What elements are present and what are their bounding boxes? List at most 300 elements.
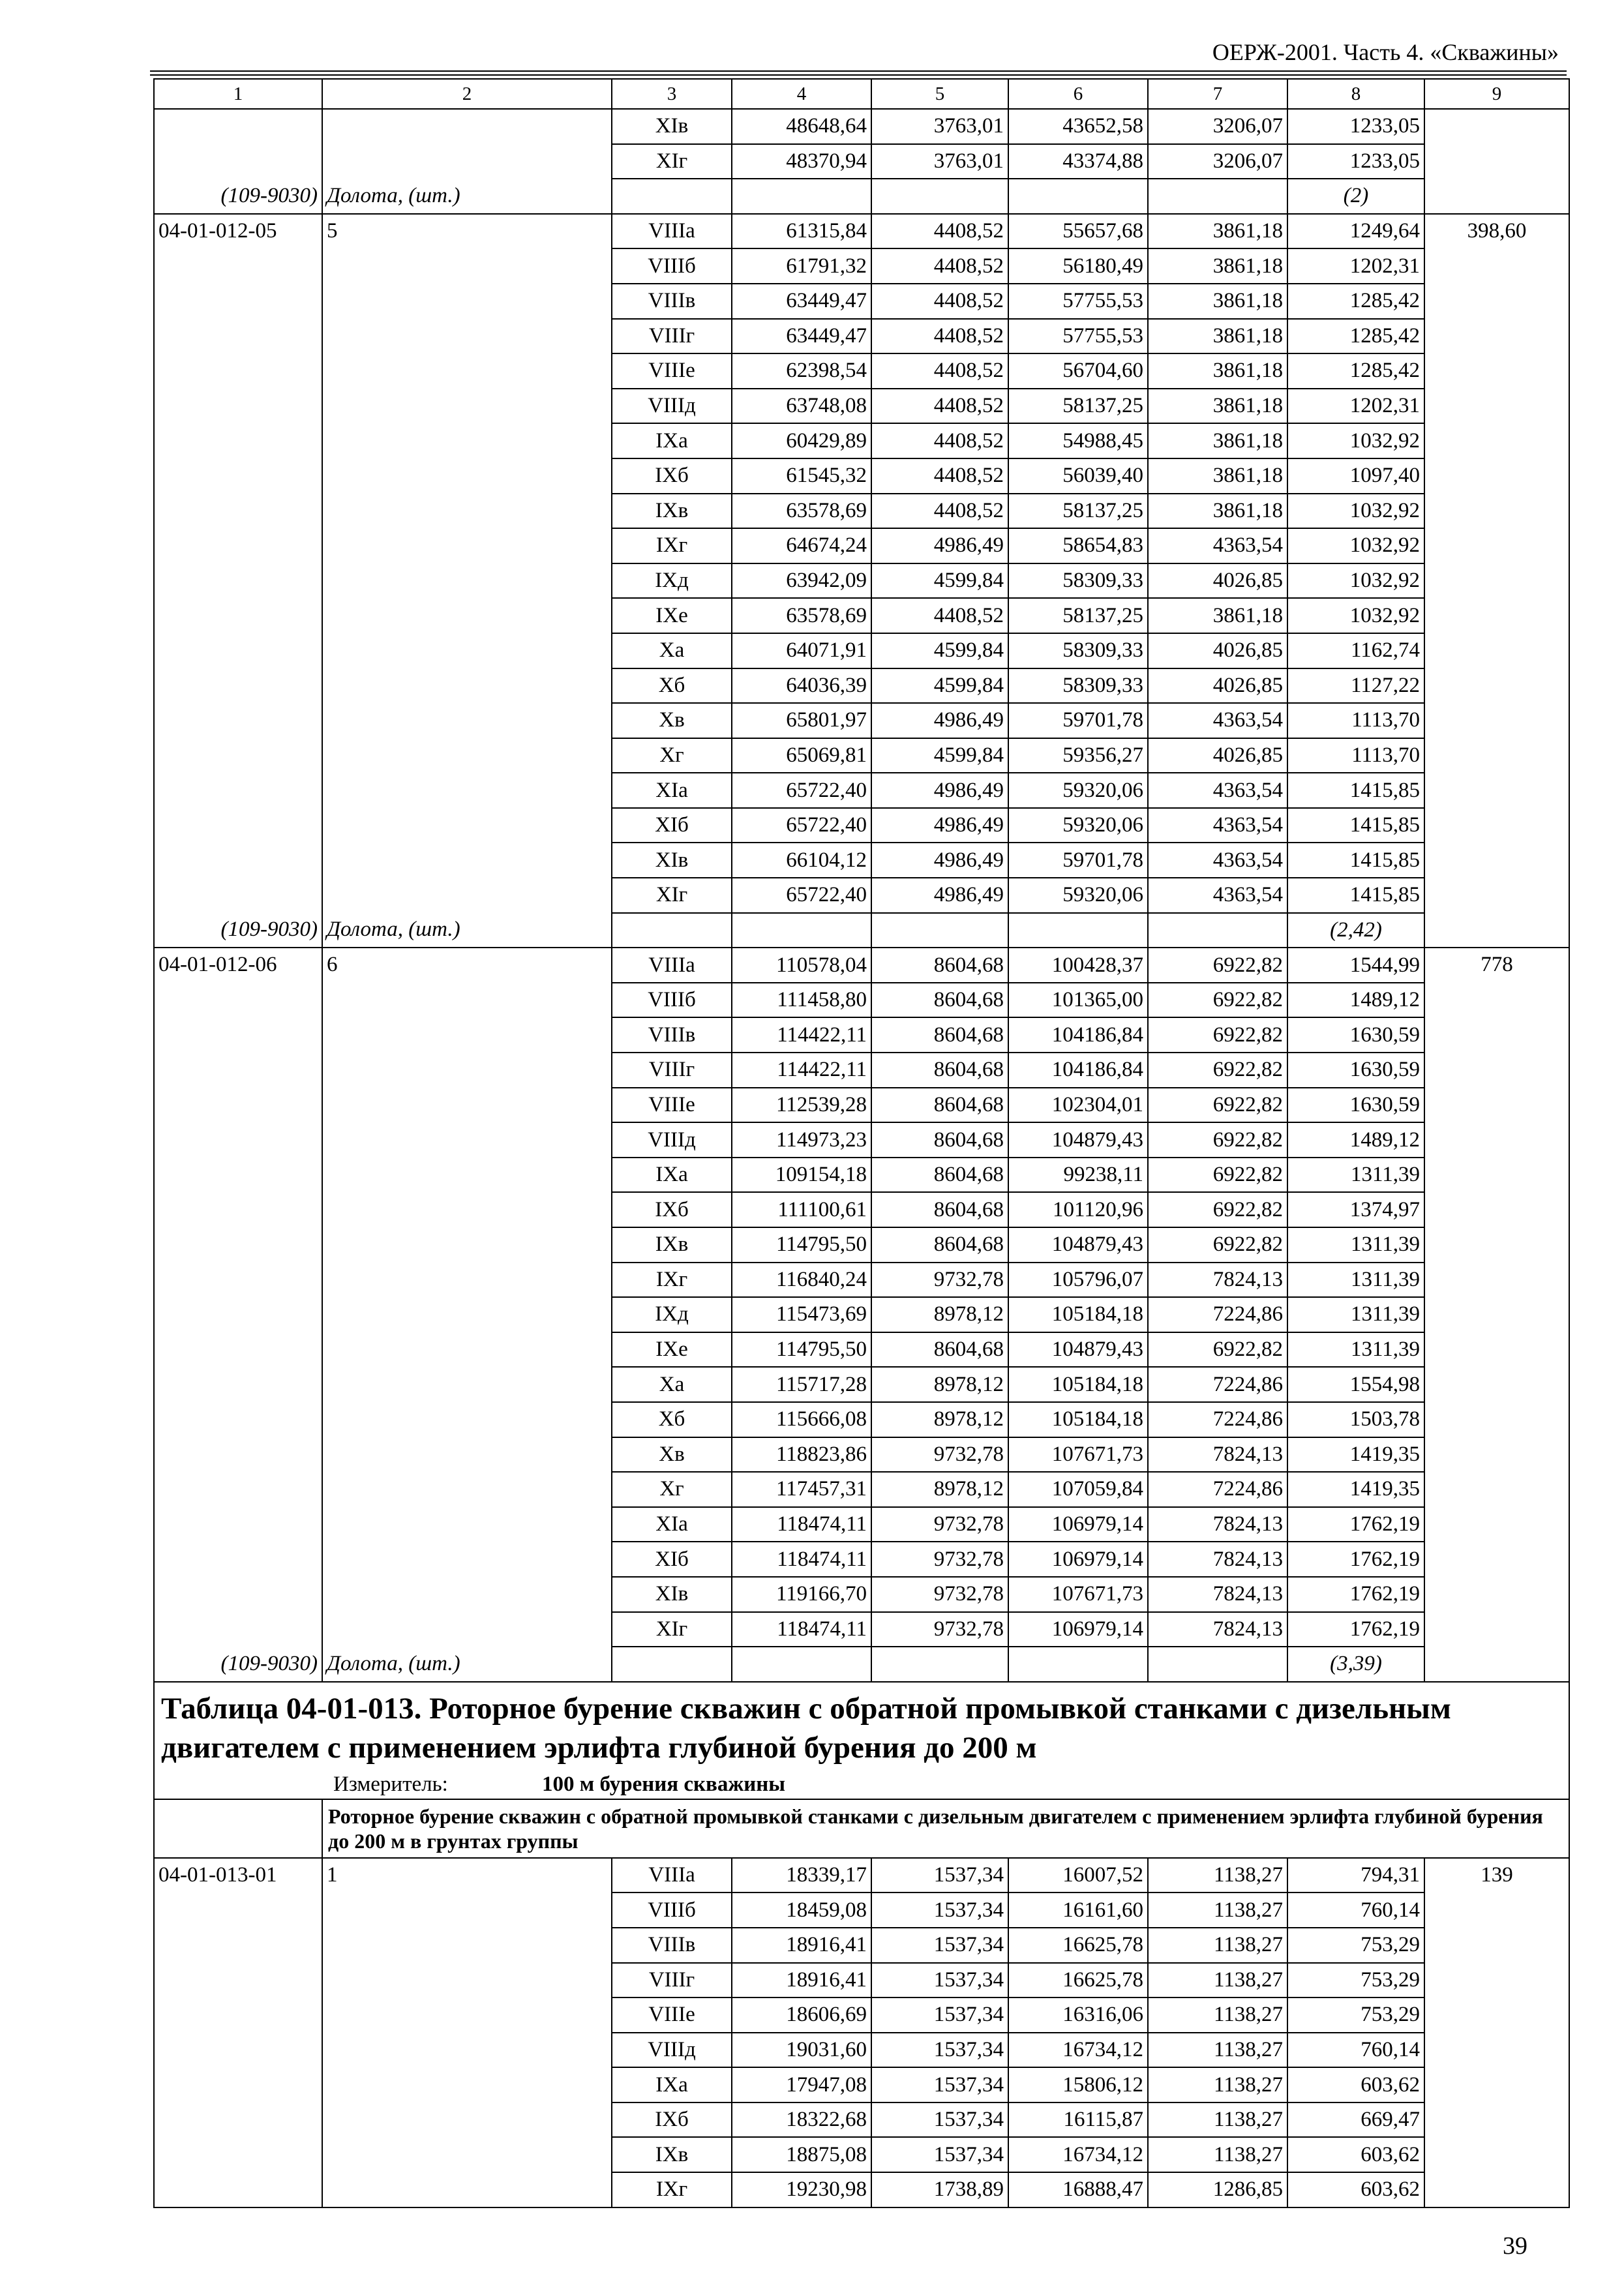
- value-cell: 6922,82: [1148, 1017, 1287, 1053]
- value-cell: 109154,18: [732, 1158, 871, 1193]
- soil-group: VIIIд: [612, 2033, 732, 2068]
- value-cell: 58309,33: [1008, 633, 1148, 668]
- value-cell: 753,29: [1287, 1963, 1424, 1998]
- table-row: [154, 2137, 1569, 2172]
- value-cell: 1738,89: [871, 2172, 1008, 2207]
- table-cell: [154, 144, 322, 179]
- value-cell: 8604,68: [871, 1192, 1008, 1227]
- rate-label: 1: [322, 1858, 612, 1893]
- value-cell: 16161,60: [1008, 1893, 1148, 1928]
- value-cell: 4408,52: [871, 598, 1008, 633]
- table-row: [154, 1893, 1569, 1928]
- table-cell: [322, 109, 612, 144]
- value-cell: 4408,52: [871, 319, 1008, 354]
- soil-group: XIв: [612, 109, 732, 144]
- table-cell: [322, 983, 612, 1018]
- table-cell: [1424, 1017, 1569, 1053]
- soil-group: VIIIг: [612, 1963, 732, 1998]
- table-cell: [1424, 563, 1569, 599]
- table-cell: [322, 1507, 612, 1542]
- value-cell: 114795,50: [732, 1332, 871, 1368]
- table-row: [154, 423, 1569, 458]
- value-cell: 19031,60: [732, 2033, 871, 2068]
- table-cell: [1424, 494, 1569, 529]
- value-cell: 1503,78: [1287, 1402, 1424, 1437]
- value-cell: 1311,39: [1287, 1227, 1424, 1263]
- soil-group: Xб: [612, 668, 732, 704]
- table-cell: [322, 598, 612, 633]
- table-cell: [1424, 843, 1569, 878]
- value-cell: 19230,98: [732, 2172, 871, 2207]
- value-cell: 60429,89: [732, 423, 871, 458]
- table-cell: [322, 1263, 612, 1298]
- value-cell: 603,62: [1287, 2067, 1424, 2102]
- table-cell: [1424, 1437, 1569, 1473]
- value-cell: 4986,49: [871, 843, 1008, 878]
- table-cell: [871, 179, 1008, 214]
- table-cell: [154, 1158, 322, 1193]
- table-cell: [1424, 179, 1569, 214]
- column-number: 6: [1008, 79, 1148, 109]
- value-cell: 1032,92: [1287, 528, 1424, 563]
- table-cell: [322, 1053, 612, 1088]
- value-cell: 66104,12: [732, 843, 871, 878]
- soil-group: IXв: [612, 1227, 732, 1263]
- value-cell: 16888,47: [1008, 2172, 1148, 2207]
- table-cell: [732, 913, 871, 948]
- value-cell: 58654,83: [1008, 528, 1148, 563]
- table-cell: [154, 353, 322, 389]
- table-cell: [154, 1122, 322, 1158]
- table-cell: [1424, 1612, 1569, 1647]
- value-cell: 3861,18: [1148, 423, 1287, 458]
- value-cell: 65722,40: [732, 878, 871, 913]
- table-cell: [1424, 1158, 1569, 1193]
- table-cell: [322, 1088, 612, 1123]
- value-cell: 114422,11: [732, 1053, 871, 1088]
- table-cell: [322, 458, 612, 494]
- table-cell: [1424, 2033, 1569, 2068]
- table-cell: [1008, 1647, 1148, 1682]
- soil-group: XIв: [612, 843, 732, 878]
- value-cell: 4408,52: [871, 494, 1008, 529]
- table-cell: [1424, 808, 1569, 843]
- value-cell: 794,31: [1287, 1858, 1424, 1893]
- value-cell: 1630,59: [1287, 1088, 1424, 1123]
- soil-group: VIIIб: [612, 248, 732, 284]
- table-cell: [1148, 913, 1287, 948]
- table-row: [154, 1227, 1569, 1263]
- table-cell: [1424, 1053, 1569, 1088]
- value-cell: 61315,84: [732, 214, 871, 249]
- table-cell: [1424, 2137, 1569, 2172]
- value-cell: 1374,97: [1287, 1192, 1424, 1227]
- table-cell: [154, 319, 322, 354]
- value-cell: 58137,25: [1008, 389, 1148, 424]
- value-cell: 1286,85: [1148, 2172, 1287, 2207]
- table-row: [154, 1192, 1569, 1227]
- rates-table: [153, 78, 1570, 2208]
- soil-group: XIг: [612, 1612, 732, 1647]
- value-cell: 1138,27: [1148, 2067, 1287, 2102]
- value-cell: 4599,84: [871, 738, 1008, 773]
- value-cell: 104186,84: [1008, 1017, 1148, 1053]
- value-cell: 1311,39: [1287, 1263, 1424, 1298]
- value-cell: 16115,87: [1008, 2102, 1148, 2138]
- table-cell: [154, 1227, 322, 1263]
- table-row: [154, 563, 1569, 599]
- table-cell: [1424, 284, 1569, 319]
- table-cell: [154, 528, 322, 563]
- table-cell: [322, 494, 612, 529]
- value-cell: 112539,28: [732, 1088, 871, 1123]
- table-cell: [154, 703, 322, 738]
- soil-group: IXб: [612, 1192, 732, 1227]
- value-cell: 1415,85: [1287, 773, 1424, 808]
- table-row: [154, 668, 1569, 704]
- column-number: 5: [871, 79, 1008, 109]
- value-cell: 3763,01: [871, 109, 1008, 144]
- value-cell: 116840,24: [732, 1263, 871, 1298]
- note-value: (3,39): [1287, 1647, 1424, 1682]
- value-cell: 760,14: [1287, 2033, 1424, 2068]
- soil-group: XIа: [612, 773, 732, 808]
- table-row: [154, 1858, 1569, 1893]
- note-row: [154, 913, 1569, 948]
- soil-group: VIIIа: [612, 948, 732, 983]
- value-cell: 1032,92: [1287, 494, 1424, 529]
- table-row: [154, 1367, 1569, 1402]
- soil-group: IXг: [612, 1263, 732, 1298]
- value-cell: 1762,19: [1287, 1507, 1424, 1542]
- value-cell: 1489,12: [1287, 1122, 1424, 1158]
- value-cell: 4363,54: [1148, 773, 1287, 808]
- description-row: [154, 1799, 1569, 1858]
- value-cell: 7224,86: [1148, 1472, 1287, 1507]
- value-cell: 9732,78: [871, 1577, 1008, 1612]
- value-cell: 9732,78: [871, 1437, 1008, 1473]
- value-cell: 7224,86: [1148, 1367, 1287, 1402]
- soil-group: XIб: [612, 1542, 732, 1577]
- table-cell: [1424, 598, 1569, 633]
- table-row: [154, 1053, 1569, 1088]
- value-cell: 9732,78: [871, 1263, 1008, 1298]
- table-cell: [322, 2172, 612, 2207]
- table-cell: [154, 494, 322, 529]
- table-cell: [154, 2067, 322, 2102]
- value-cell: 8604,68: [871, 1017, 1008, 1053]
- value-cell: 119166,70: [732, 1577, 871, 1612]
- table-cell: [1424, 1332, 1569, 1368]
- value-cell: 669,47: [1287, 2102, 1424, 2138]
- value-cell: 1311,39: [1287, 1297, 1424, 1332]
- value-cell: 104879,43: [1008, 1332, 1148, 1368]
- value-cell: 59320,06: [1008, 773, 1148, 808]
- soil-group: VIIIб: [612, 983, 732, 1018]
- soil-group: IXд: [612, 1297, 732, 1332]
- soil-group: IXб: [612, 458, 732, 494]
- value-cell: 9732,78: [871, 1542, 1008, 1577]
- header-rule: [150, 70, 1567, 72]
- value-cell: 43652,58: [1008, 109, 1148, 144]
- table-row: [154, 1088, 1569, 1123]
- soil-group: VIIIа: [612, 214, 732, 249]
- note-value: (2): [1287, 179, 1424, 214]
- table-cell: [322, 1227, 612, 1263]
- value-cell: 4363,54: [1148, 703, 1287, 738]
- value-cell: 59701,78: [1008, 843, 1148, 878]
- value-cell: 1630,59: [1287, 1053, 1424, 1088]
- table-cell: [1424, 1402, 1569, 1437]
- table-row: [154, 144, 1569, 179]
- note-label: Долота, (шт.): [322, 913, 612, 948]
- value-cell: 110578,04: [732, 948, 871, 983]
- table-cell: [154, 808, 322, 843]
- table-cell: [154, 1928, 322, 1963]
- measure-label: Измеритель:: [333, 1772, 448, 1796]
- table-row: [154, 808, 1569, 843]
- value-cell: 1537,34: [871, 2067, 1008, 2102]
- soil-group: Xа: [612, 633, 732, 668]
- table-cell: [1424, 1647, 1569, 1682]
- value-cell: 1249,64: [1287, 214, 1424, 249]
- value-cell: 1419,35: [1287, 1437, 1424, 1473]
- table-cell: [1424, 633, 1569, 668]
- value-cell: 59701,78: [1008, 703, 1148, 738]
- table-title: Таблица 04-01-013. Роторное бурение скважин с обратной промывкой станками с дизельным двигателем с применением эрлифта глубиной бурения до 200 м: [154, 1682, 1569, 1770]
- table-cell: [322, 2033, 612, 2068]
- soil-group: IXг: [612, 528, 732, 563]
- rate-code: 04-01-012-06: [154, 948, 322, 983]
- column-number-row: [154, 79, 1569, 109]
- table-cell: [1424, 2172, 1569, 2207]
- table-row: [154, 494, 1569, 529]
- value-cell: 63748,08: [732, 389, 871, 424]
- value-cell: 1138,27: [1148, 2137, 1287, 2172]
- table-row: [154, 2067, 1569, 2102]
- value-cell: 1113,70: [1287, 703, 1424, 738]
- table-cell: [322, 2137, 612, 2172]
- table-cell: [1424, 913, 1569, 948]
- value-cell: 63942,09: [732, 563, 871, 599]
- table-cell: [154, 1088, 322, 1123]
- value-cell: 1537,34: [871, 1893, 1008, 1928]
- table-cell: [1008, 179, 1148, 214]
- table-cell: [612, 913, 732, 948]
- table-row: [154, 1158, 1569, 1193]
- value-cell: 1762,19: [1287, 1612, 1424, 1647]
- value-cell: 4986,49: [871, 878, 1008, 913]
- table-cell: [154, 2102, 322, 2138]
- value-cell: 1285,42: [1287, 319, 1424, 354]
- value-cell: 59320,06: [1008, 808, 1148, 843]
- table-cell: [154, 598, 322, 633]
- value-cell: 7824,13: [1148, 1612, 1287, 1647]
- table-cell: [154, 563, 322, 599]
- table-row: [154, 109, 1569, 144]
- col9-value: 139: [1424, 1858, 1569, 1893]
- value-cell: 1138,27: [1148, 2033, 1287, 2068]
- table-cell: [322, 1963, 612, 1998]
- value-cell: 4599,84: [871, 633, 1008, 668]
- value-cell: 107059,84: [1008, 1472, 1148, 1507]
- table-row: [154, 703, 1569, 738]
- table-cell: [612, 1647, 732, 1682]
- value-cell: 4408,52: [871, 353, 1008, 389]
- table-row: [154, 1928, 1569, 1963]
- table-cell: [322, 843, 612, 878]
- table-cell: [154, 878, 322, 913]
- table-cell: [322, 703, 612, 738]
- value-cell: 101120,96: [1008, 1192, 1148, 1227]
- table-cell: [154, 1367, 322, 1402]
- table-row: [154, 353, 1569, 389]
- table-cell: [871, 913, 1008, 948]
- value-cell: 18322,68: [732, 2102, 871, 2138]
- value-cell: 61791,32: [732, 248, 871, 284]
- soil-group: VIIIв: [612, 284, 732, 319]
- value-cell: 1419,35: [1287, 1472, 1424, 1507]
- table-cell: [154, 1192, 322, 1227]
- value-cell: 1138,27: [1148, 1893, 1287, 1928]
- value-cell: 1489,12: [1287, 983, 1424, 1018]
- soil-group: IXг: [612, 2172, 732, 2207]
- rate-label: 6: [322, 948, 612, 983]
- value-cell: 1762,19: [1287, 1542, 1424, 1577]
- value-cell: 48370,94: [732, 144, 871, 179]
- table-cell: [154, 1612, 322, 1647]
- table-cell: [322, 773, 612, 808]
- table-cell: [322, 1158, 612, 1193]
- work-description: Роторное бурение скважин с обратной промывкой станками с дизельным двигателем с применением эрлифта глубиной бурения до 200 м в грунтах группы: [322, 1799, 1569, 1858]
- table-cell: [154, 843, 322, 878]
- value-cell: 7824,13: [1148, 1577, 1287, 1612]
- value-cell: 63578,69: [732, 598, 871, 633]
- value-cell: 1032,92: [1287, 423, 1424, 458]
- value-cell: 1202,31: [1287, 248, 1424, 284]
- soil-group: VIIIб: [612, 1893, 732, 1928]
- column-number: 4: [732, 79, 871, 109]
- value-cell: 18916,41: [732, 1963, 871, 1998]
- value-cell: 18875,08: [732, 2137, 871, 2172]
- table-row: [154, 1297, 1569, 1332]
- value-cell: 54988,45: [1008, 423, 1148, 458]
- value-cell: 753,29: [1287, 1928, 1424, 1963]
- table-row: [154, 1437, 1569, 1473]
- table-cell: [322, 1893, 612, 1928]
- value-cell: 107671,73: [1008, 1577, 1148, 1612]
- table-cell: [322, 1542, 612, 1577]
- value-cell: 111458,80: [732, 983, 871, 1018]
- value-cell: 6922,82: [1148, 1332, 1287, 1368]
- value-cell: 56180,49: [1008, 248, 1148, 284]
- value-cell: 3861,18: [1148, 598, 1287, 633]
- value-cell: 115666,08: [732, 1402, 871, 1437]
- value-cell: 16625,78: [1008, 1928, 1148, 1963]
- rate-code: 04-01-012-05: [154, 214, 322, 249]
- value-cell: 62398,54: [732, 353, 871, 389]
- value-cell: 8604,68: [871, 1332, 1008, 1368]
- value-cell: 3861,18: [1148, 319, 1287, 354]
- table-row: [154, 214, 1569, 249]
- table-row: [154, 983, 1569, 1018]
- value-cell: 58309,33: [1008, 563, 1148, 599]
- soil-group: IXе: [612, 1332, 732, 1368]
- value-cell: 106979,14: [1008, 1507, 1148, 1542]
- soil-group: XIг: [612, 878, 732, 913]
- value-cell: 753,29: [1287, 1997, 1424, 2033]
- value-cell: 4363,54: [1148, 878, 1287, 913]
- value-cell: 4363,54: [1148, 528, 1287, 563]
- table-cell: [322, 319, 612, 354]
- value-cell: 114795,50: [732, 1227, 871, 1263]
- table-cell: [1424, 773, 1569, 808]
- note-code: (109-9030): [154, 913, 322, 948]
- table-row: [154, 1963, 1569, 1998]
- table-cell: [154, 2137, 322, 2172]
- value-cell: 1113,70: [1287, 738, 1424, 773]
- value-cell: 8604,68: [871, 1122, 1008, 1158]
- soil-group: Xб: [612, 1402, 732, 1437]
- value-cell: 3861,18: [1148, 248, 1287, 284]
- value-cell: 7224,86: [1148, 1297, 1287, 1332]
- value-cell: 3861,18: [1148, 284, 1287, 319]
- table-cell: [1424, 1472, 1569, 1507]
- soil-group: IXа: [612, 2067, 732, 2102]
- value-cell: 1537,34: [871, 2033, 1008, 2068]
- soil-group: IXд: [612, 563, 732, 599]
- value-cell: 4599,84: [871, 563, 1008, 599]
- value-cell: 101365,00: [1008, 983, 1148, 1018]
- value-cell: 1415,85: [1287, 843, 1424, 878]
- value-cell: 105184,18: [1008, 1367, 1148, 1402]
- value-cell: 4986,49: [871, 773, 1008, 808]
- column-number: 8: [1287, 79, 1424, 109]
- table-cell: [322, 248, 612, 284]
- table-row: [154, 1612, 1569, 1647]
- value-cell: 6922,82: [1148, 1227, 1287, 1263]
- table-row: [154, 319, 1569, 354]
- table-cell: [154, 1053, 322, 1088]
- value-cell: 8978,12: [871, 1367, 1008, 1402]
- table-cell: [322, 1297, 612, 1332]
- table-row: [154, 948, 1569, 983]
- value-cell: 1537,34: [871, 1858, 1008, 1893]
- value-cell: 6922,82: [1148, 983, 1287, 1018]
- page-number: 39: [1503, 2232, 1527, 2260]
- value-cell: 4986,49: [871, 528, 1008, 563]
- value-cell: 18459,08: [732, 1893, 871, 1928]
- value-cell: 55657,68: [1008, 214, 1148, 249]
- value-cell: 1630,59: [1287, 1017, 1424, 1053]
- value-cell: 99238,11: [1008, 1158, 1148, 1193]
- value-cell: 106979,14: [1008, 1612, 1148, 1647]
- table-row: [154, 633, 1569, 668]
- value-cell: 58137,25: [1008, 494, 1148, 529]
- table-cell: [154, 1263, 322, 1298]
- soil-group: Xг: [612, 1472, 732, 1507]
- table-cell: [154, 1402, 322, 1437]
- value-cell: 65069,81: [732, 738, 871, 773]
- value-cell: 1162,74: [1287, 633, 1424, 668]
- rate-code: 04-01-013-01: [154, 1858, 322, 1893]
- table-cell: [1424, 703, 1569, 738]
- value-cell: 1537,34: [871, 2102, 1008, 2138]
- value-cell: 118474,11: [732, 1612, 871, 1647]
- value-cell: 7824,13: [1148, 1507, 1287, 1542]
- note-row: [154, 179, 1569, 214]
- value-cell: 1415,85: [1287, 878, 1424, 913]
